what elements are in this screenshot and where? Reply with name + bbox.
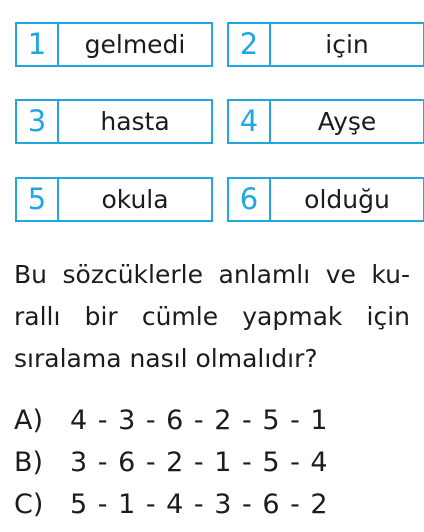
card-word: gelmedi — [84, 30, 186, 59]
word-card-6 — [227, 177, 424, 222]
option-a[interactable] — [14, 399, 410, 441]
word-card-5 — [15, 177, 213, 222]
card-number: 2 — [229, 24, 271, 65]
card-number: 4 — [229, 101, 271, 142]
card-number: 5 — [17, 179, 59, 220]
word-card-2 — [227, 22, 424, 67]
option-letter: B) — [14, 446, 44, 478]
card-number: 6 — [229, 179, 271, 220]
card-word: hasta — [100, 107, 170, 136]
option-c[interactable] — [14, 483, 410, 525]
option-letter: C) — [14, 488, 44, 520]
question-line: sıralama nasıl olmalıdır? — [14, 344, 318, 373]
option-b[interactable] — [14, 441, 410, 483]
option-sequence: 4 - 3 - 6 - 2 - 5 - 1 — [70, 404, 328, 436]
option-letter: A) — [14, 404, 44, 436]
card-number: 1 — [17, 24, 59, 65]
question-text — [14, 254, 410, 380]
word-card-3 — [15, 99, 213, 144]
card-word: Ayşe — [317, 107, 377, 136]
word-card-1 — [15, 22, 213, 67]
word-card-4 — [227, 99, 424, 144]
answer-options — [14, 399, 410, 525]
card-word: için — [325, 30, 369, 59]
option-sequence: 5 - 1 - 4 - 3 - 6 - 2 — [70, 488, 328, 520]
card-number: 3 — [17, 101, 59, 142]
option-sequence: 3 - 6 - 2 - 1 - 5 - 4 — [70, 446, 328, 478]
question-line: Bu sözcüklerle anlamlı ve ku- — [14, 260, 410, 289]
question-line: rallı bir cümle yapmak için — [14, 302, 410, 331]
card-word: olduğu — [304, 185, 390, 214]
card-word: okula — [101, 185, 169, 214]
